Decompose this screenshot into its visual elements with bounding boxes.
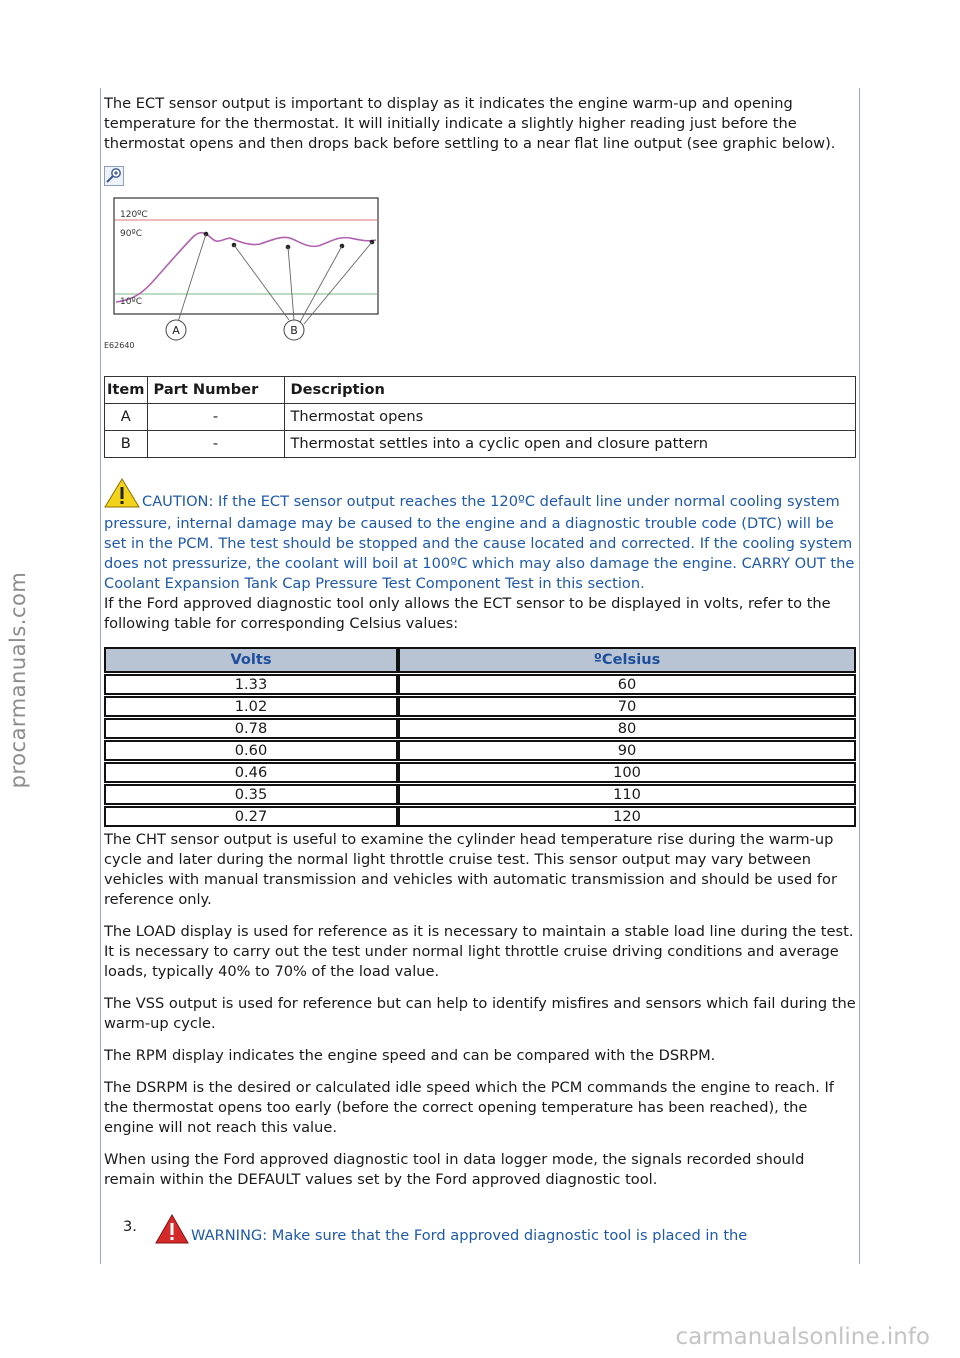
callout-a: A — [172, 324, 180, 337]
desc-cell: Thermostat opens — [284, 404, 855, 431]
header-volts: Volts — [104, 647, 398, 673]
part-cell: - — [147, 404, 284, 431]
volts-cell: 0.35 — [104, 784, 398, 805]
caution-icon — [104, 478, 140, 514]
cht-paragraph: The CHT sensor output is useful to examine the cylinder head temperature rise during the warm-up cycle and later during the normal light throttle cruise test. This sensor output may vary between vehicles with manual transmission and vehicles with automatic transmission and should be used for reference only. — [104, 831, 837, 908]
graph-frame — [114, 198, 378, 314]
celsius-cell: 110 — [398, 784, 856, 805]
celsius-cell: 90 — [398, 740, 856, 761]
volts-cell: 0.60 — [104, 740, 398, 761]
load-paragraph: The LOAD display is used for reference as it is necessary to maintain a stable load line during the test. It is necessary to carry out the test under normal light throttle cruise driving conditions and average loads, typically 40% to 70% of the load value. — [104, 923, 854, 980]
celsius-cell: 60 — [398, 674, 856, 695]
volts-cell: 0.46 — [104, 762, 398, 783]
volts-header-row — [104, 647, 856, 673]
header-part-number: Part Number — [147, 377, 284, 404]
volts-cell: 0.27 — [104, 806, 398, 827]
footer-watermark — [0, 1322, 960, 1358]
table-row — [105, 431, 856, 458]
label-90: 90ºC — [120, 229, 142, 239]
label-10: 10ºC — [120, 297, 142, 307]
table-row — [104, 696, 856, 717]
header-item: Item — [105, 377, 148, 404]
caution-text: CAUTION: If the ECT sensor output reaches the 120ºC default line under normal cooling system pressure, internal damage may be caused to the engine and a diagnostic trouble code (DTC) will be set in the PCM. The test should be stopped and the cause located and corrected. If the cooling system does not pressurize, the coolant will boil at 100ºC which may also damage the engine. CARRY OUT the Coolant Expansion Tank Cap Pressure Test Component Test in this section. — [104, 493, 855, 592]
table-row — [104, 674, 856, 695]
side-watermark-text: procarmanuals.com — [6, 571, 30, 789]
table-row — [104, 718, 856, 739]
desc-cell: Thermostat settles into a cyclic open and closure pattern — [284, 431, 855, 458]
left-rule — [100, 88, 101, 1264]
table-row — [105, 404, 856, 431]
intro-paragraph: The ECT sensor output is important to display as it indicates the engine warm-up and opening temperature for the thermostat. It will initially indicate a slightly higher reading just before the thermostat opens and then drops back before settling to a near flat line output (see graphic below). — [104, 95, 836, 152]
table-row — [104, 740, 856, 761]
ect-graph — [104, 196, 394, 368]
vss-paragraph: The VSS output is used for reference but can help to identify misfires and sensors which fail during the warm-up cycle. — [104, 995, 856, 1032]
dsrpm-paragraph: The DSRPM is the desired or calculated idle speed which the PCM commands the engine to reach. If the thermostat opens too early (before the correct opening temperature has been reached), the engine will not reach this value. — [104, 1079, 834, 1136]
volts-cell: 1.33 — [104, 674, 398, 695]
volts-cell: 1.02 — [104, 696, 398, 717]
table-row — [104, 784, 856, 805]
right-rule — [859, 88, 860, 1264]
volts-table — [104, 646, 856, 828]
celsius-cell: 100 — [398, 762, 856, 783]
callout-b: B — [290, 324, 298, 337]
label-120: 120ºC — [120, 210, 148, 220]
table-row — [104, 806, 856, 827]
ect-graph-figure — [104, 196, 394, 368]
celsius-cell: 120 — [398, 806, 856, 827]
figure-id: E62640 — [104, 341, 135, 350]
footer-watermark-text: carmanualsonline.info — [675, 1324, 930, 1350]
items-table — [104, 376, 856, 458]
data-logger-paragraph: When using the Ford approved diagnostic tool in data logger mode, the signals recorded should remain within the DEFAULT values set by the Ford approved diagnostic tool. — [104, 1151, 805, 1188]
celsius-cell: 70 — [398, 696, 856, 717]
warning-notice — [155, 1214, 747, 1244]
part-cell: - — [147, 431, 284, 458]
volts-intro: If the Ford approved diagnostic tool only allows the ECT sensor to be displayed in volts, refer to the following table for corresponding Celsius values: — [104, 595, 831, 632]
header-celsius: ºCelsius — [398, 647, 856, 673]
header-description: Description — [284, 377, 855, 404]
item-cell: A — [105, 404, 148, 431]
volts-cell: 0.78 — [104, 718, 398, 739]
side-watermark — [0, 560, 38, 800]
items-header-row — [105, 377, 856, 404]
rpm-paragraph: The RPM display indicates the engine speed and can be compared with the DSRPM. — [104, 1047, 716, 1064]
zoom-icon[interactable] — [104, 166, 124, 186]
celsius-cell: 80 — [398, 718, 856, 739]
step-number: 3. — [123, 1218, 137, 1235]
item-cell: B — [105, 431, 148, 458]
warning-text: WARNING: Make sure that the Ford approved diagnostic tool is placed in the — [191, 1227, 748, 1244]
page-content — [104, 94, 856, 1202]
warning-icon — [155, 1214, 189, 1244]
table-row — [104, 762, 856, 783]
caution-notice — [104, 478, 856, 594]
